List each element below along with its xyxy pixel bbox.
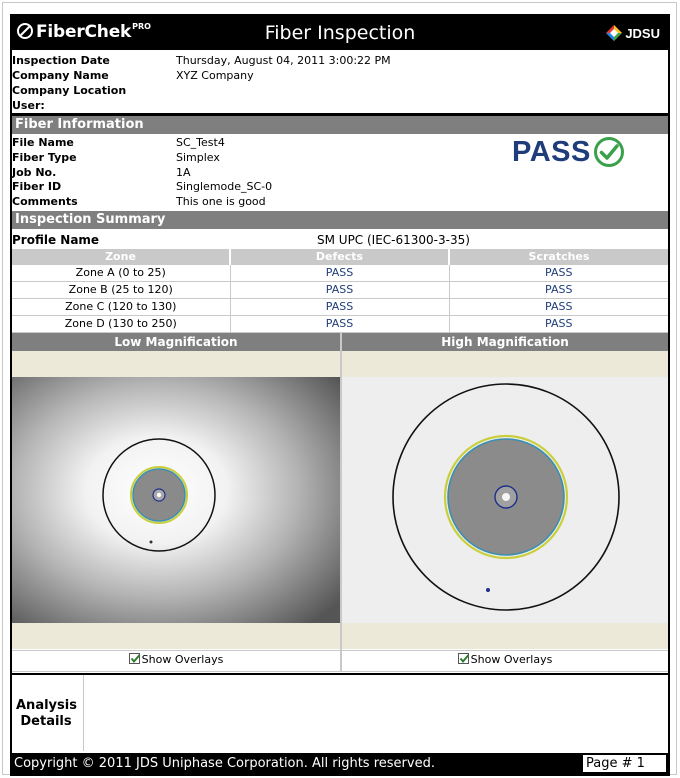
zone-results-table <box>12 249 668 333</box>
defects-cell: PASS <box>230 265 449 282</box>
profile-name-value: SM UPC (IEC-61300-3-35) <box>317 233 470 247</box>
defects-cell: PASS <box>230 316 449 333</box>
fiber-type-label: Fiber Type <box>12 151 77 164</box>
fiber-information-header: Fiber Information <box>12 116 668 134</box>
analysis-details-section <box>12 673 668 751</box>
checkmark-icon <box>129 652 142 665</box>
company-name-label: Company Name <box>12 69 109 82</box>
overall-result-badge <box>512 136 625 168</box>
table-header-row <box>12 249 668 265</box>
checkmark-icon <box>458 652 471 665</box>
user-label: User: <box>12 99 45 112</box>
zone-column-header: Zone <box>12 249 230 265</box>
file-name-value: SC_Test4 <box>176 136 225 149</box>
page-number: Page # 1 <box>583 755 666 772</box>
scratches-cell: PASS <box>449 282 668 299</box>
defects-column-header: Defects <box>230 249 449 265</box>
zone-cell: Zone B (25 to 120) <box>12 282 230 299</box>
high-mag-bottom-band <box>342 623 668 649</box>
low-show-overlays[interactable] <box>12 651 340 669</box>
company-location-label: Company Location <box>12 84 127 97</box>
comments-value: This one is good <box>176 195 266 208</box>
report-title: Fiber Inspection <box>264 22 416 44</box>
comments-label: Comments <box>12 195 78 208</box>
jdsu-logo <box>605 24 660 42</box>
fiber-id-value: Singlemode_SC-0 <box>176 180 273 193</box>
defects-cell: PASS <box>230 282 449 299</box>
high-magnification-panel <box>342 333 668 671</box>
high-magnification-title: High Magnification <box>342 333 668 351</box>
job-no-value: 1A <box>176 166 191 179</box>
scratches-cell: PASS <box>449 299 668 316</box>
overlay-row-line <box>12 650 668 651</box>
table-row <box>12 282 668 299</box>
scratches-column-header: Scratches <box>449 249 668 265</box>
scratches-cell: PASS <box>449 316 668 333</box>
table-row <box>12 299 668 316</box>
report-header <box>12 16 668 50</box>
high-show-overlays[interactable] <box>342 651 668 669</box>
inspection-report <box>10 14 670 776</box>
low-show-overlays-label: Show Overlays <box>141 653 224 666</box>
analysis-label-cell <box>12 675 84 751</box>
low-magnification-panel <box>12 333 340 671</box>
inspection-summary-header: Inspection Summary <box>12 211 668 229</box>
table-row <box>12 265 668 282</box>
defects-cell: PASS <box>230 299 449 316</box>
scratches-cell: PASS <box>449 265 668 282</box>
low-magnification-title: Low Magnification <box>12 333 340 351</box>
fiber-type-value: Simplex <box>176 151 220 164</box>
high-show-overlays-label: Show Overlays <box>470 653 553 666</box>
zone-cell: Zone C (120 to 130) <box>12 299 230 316</box>
pass-check-icon <box>593 136 625 168</box>
brand-name: FiberChek <box>36 22 132 42</box>
low-mag-bottom-band <box>12 623 340 649</box>
brand-superscript: PRO <box>132 22 151 31</box>
report-footer <box>12 753 668 774</box>
company-name-value: XYZ Company <box>176 69 254 82</box>
zone-cell: Zone A (0 to 25) <box>12 265 230 282</box>
high-mag-top-band <box>342 351 668 377</box>
copyright-text: Copyright © 2011 JDS Uniphase Corporation. All rights reserved. <box>14 756 435 771</box>
file-name-label: File Name <box>12 136 74 149</box>
high-magnification-image[interactable] <box>342 377 668 623</box>
low-mag-top-band <box>12 351 340 377</box>
high-show-overlays-checkbox[interactable] <box>458 653 469 664</box>
inspection-date-label: Inspection Date <box>12 54 110 67</box>
jdsu-diamond-icon <box>605 24 623 42</box>
vendor-name: JDSU <box>625 25 660 41</box>
profile-name-label: Profile Name <box>12 233 100 247</box>
job-no-label: Job No. <box>12 166 57 179</box>
fiber-id-label: Fiber ID <box>12 180 62 193</box>
overall-result-text: PASS <box>512 136 591 168</box>
low-magnification-image[interactable] <box>12 377 340 623</box>
table-row <box>12 316 668 333</box>
analysis-details-label: Analysis Details <box>16 698 77 729</box>
low-show-overlays-checkbox[interactable] <box>129 653 140 664</box>
zone-cell: Zone D (130 to 250) <box>12 316 230 333</box>
inspection-date-value: Thursday, August 04, 2011 3:00:22 PM <box>176 54 391 67</box>
